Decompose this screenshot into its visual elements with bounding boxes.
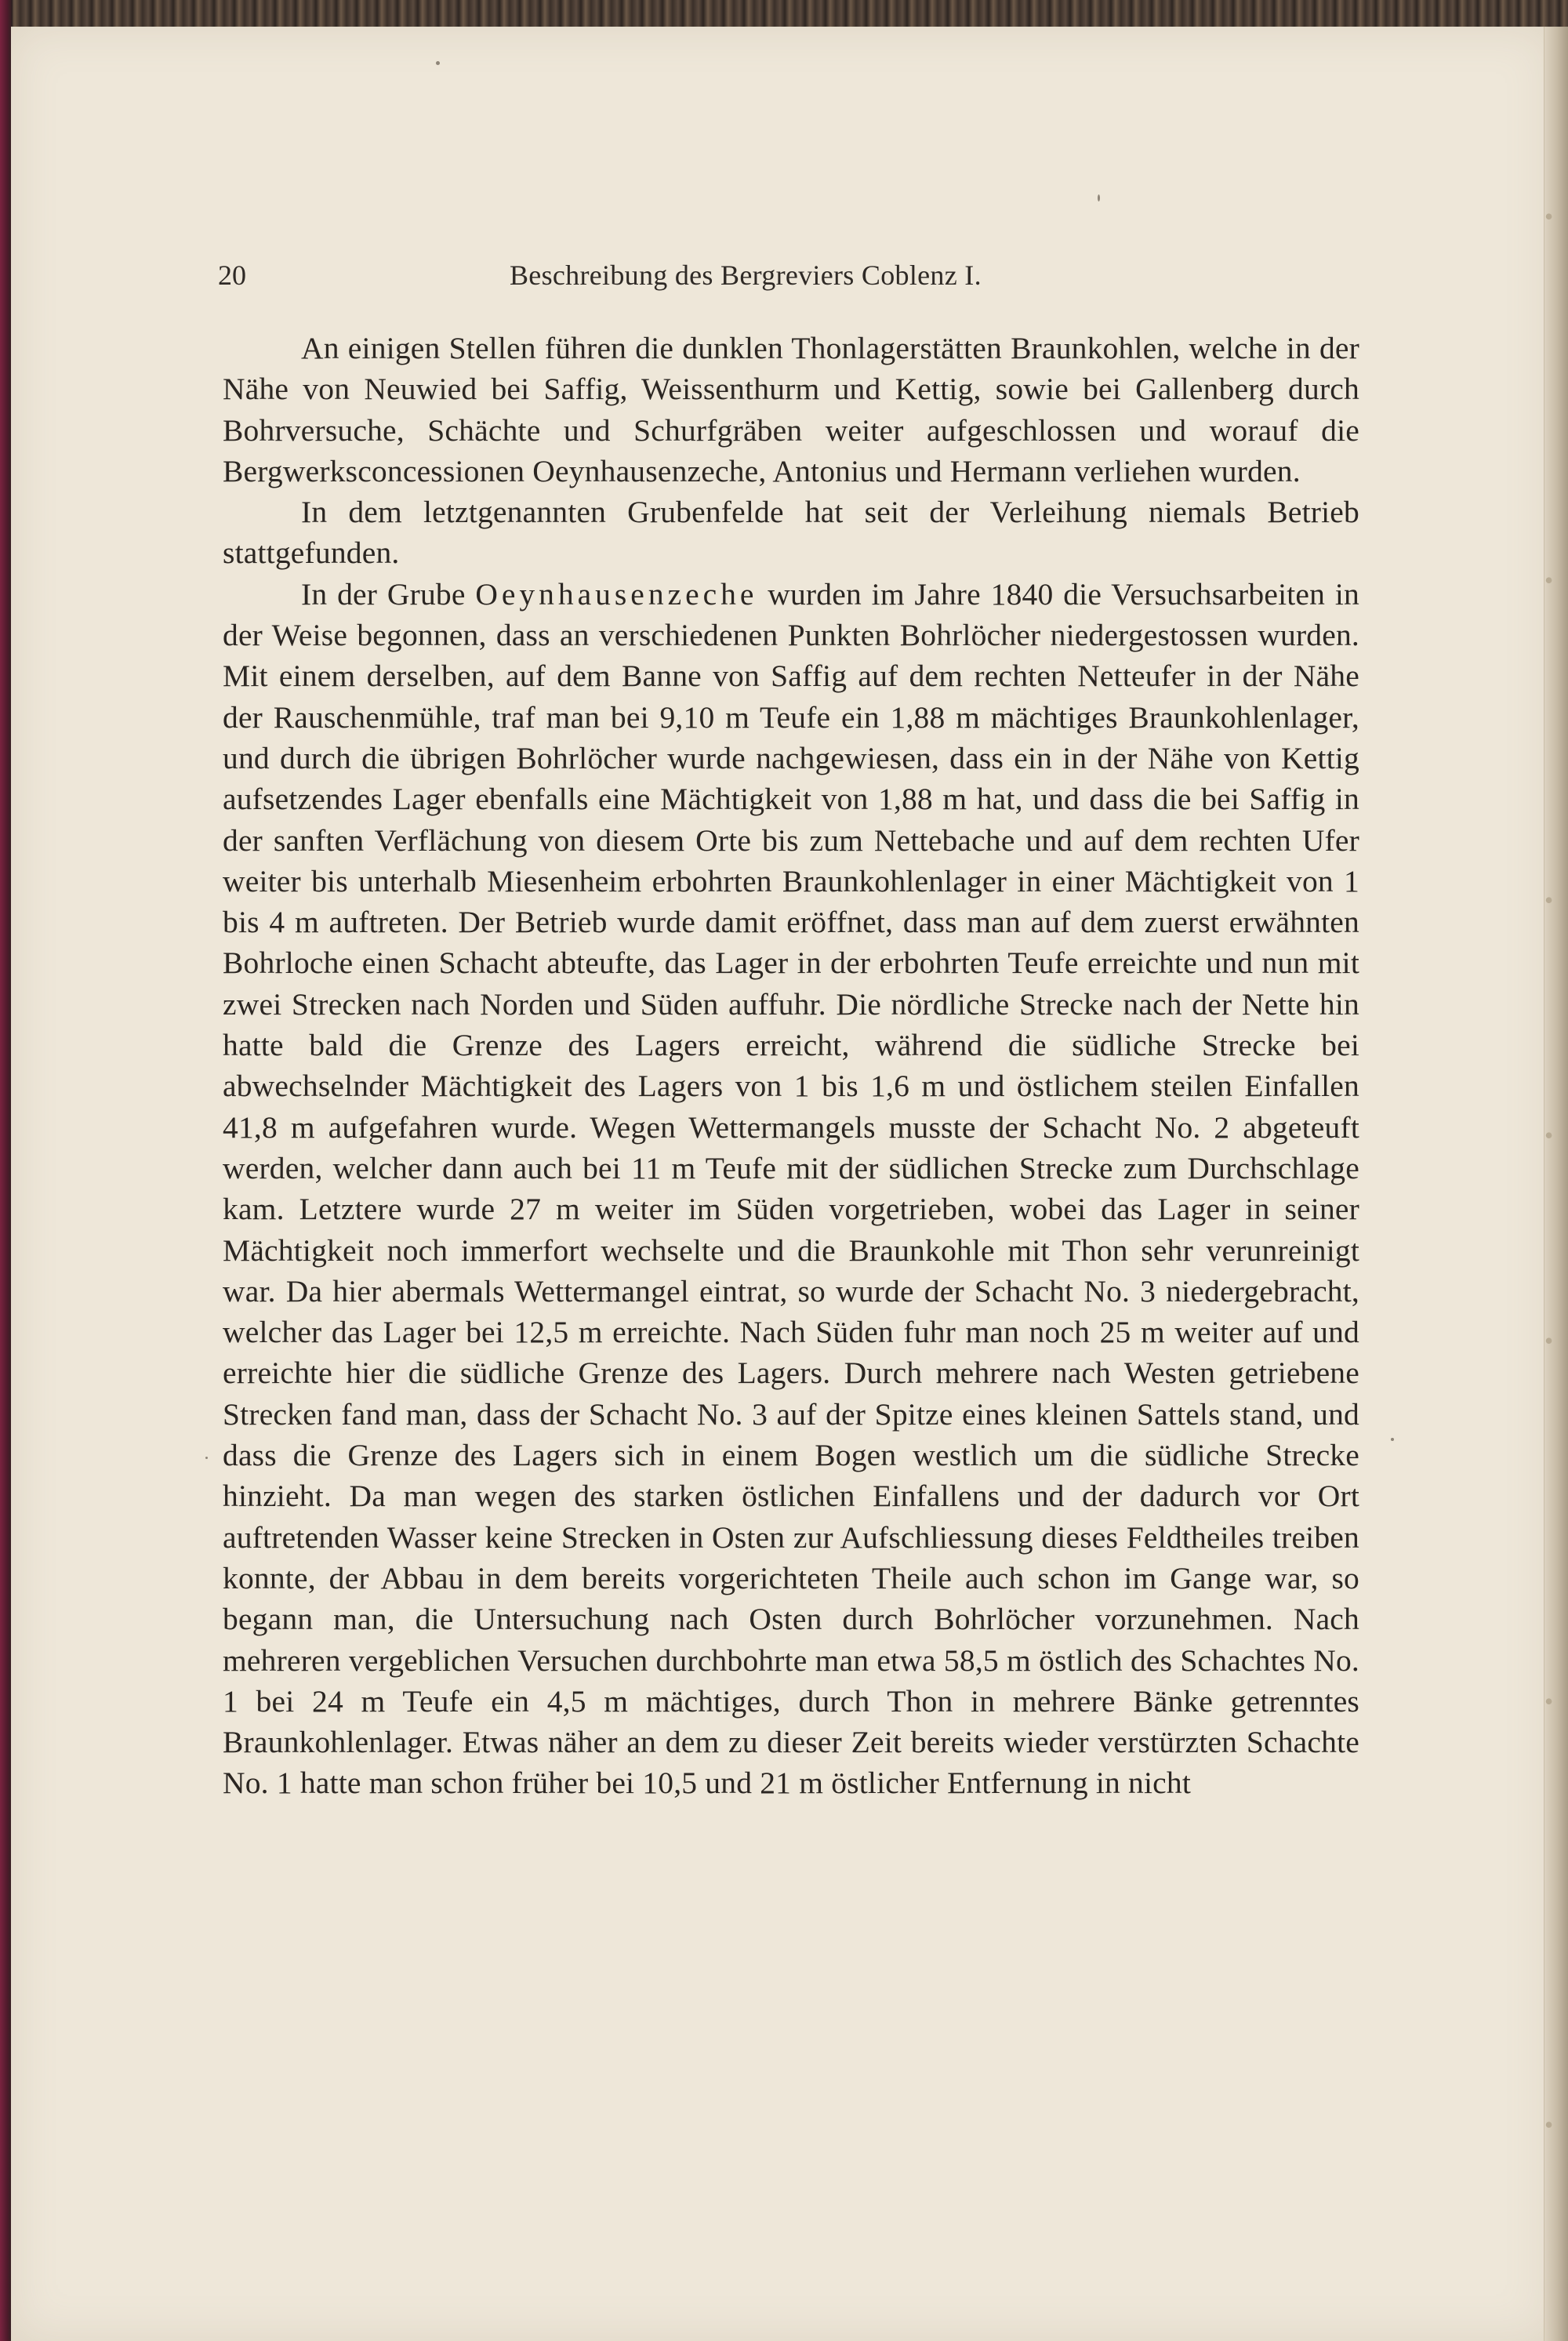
paragraph: In dem letztgenannten Grubenfelde hat seit der Verleihung niemals Betrieb stattgefunden. — [223, 495, 1359, 571]
paragraph-text: wurden im Jahre 1840 die Versuchsarbeiten in der Weise begonnen, dass an verschiedenen Punkten Bohrlöcher niedergestossen wurden. Mit einem derselben, auf dem Banne von Saffig auf dem rechten Netteufer in der Nähe der Rauschenmühle, traf man bei 9,10 m Teufe ein 1,88 m mächtiges Braunkohlenlager, und durch die übrigen Bohrlöcher wurde nachgewiesen, dass ein in der Nähe von Kettig aufsetzendes Lager ebenfalls eine Mächtigkeit von 1,88 m hat, und dass die bei Saffig in der sanften Verflächung von diesem Orte bis zum Nettebache und auf dem rechten Ufer weiter bis unterhalb Miesenheim erbohrten Braunkohlenlager in einer Mächtigkeit von 1 bis 4 m auftreten. Der Betrieb wurde damit eröffnet, dass man auf dem zuerst erwähnten Bohrloche einen Schacht abteufte, das Lager in der erbohrten Teufe erreichte und nun mit zwei Strecken nach Norden und Süden auffuhr. Die nördliche Strecke nach der Nette hin hatte bald die Grenze des Lagers erreicht, während die südliche Strecke bei abwechselnder Mächtigkeit des Lagers von 1 bis 1,6 m und östlichem steilen Einfallen 41,8 m aufgefahren wurde. Wegen Wettermangels musste der Schacht No. 2 abgeteuft werden, welcher dann auch bei 11 m Teufe mit der südlichen Strecke zum Durchschlage kam. Letztere wurde 27 m weiter im Süden vorgetrieben, wobei das Lager in seiner Mächtigkeit noch immerfort wechselte und die Braunkohle mit Thon sehr verunreinigt war. Da hier abermals Wettermangel eintrat, so wurde der Schacht No. 3 niedergebracht, welcher das Lager bei 12,5 m erreichte. Nach Süden fuhr man noch 25 m weiter auf und erreichte hier die südliche Grenze des Lagers. Durch mehrere nach Westen getriebene Strecken fand man, dass der Schacht No. 3 auf der Spitze eines kleinen Sattels stand, und dass die Grenze des Lagers sich in einem Bogen westlich um die südliche Strecke hinzieht. Da man wegen des starken östlichen Einfallens und der dadurch vor Ort auftretenden Wasser keine Strecken in Osten zur Aufschliessung dieses Feldtheiles treiben konnte, der Abbau in dem bereits vorgerichteten Theile auch schon im Gange war, so begann man, die Untersuchung nach Osten durch Bohrlöcher vorzunehmen. Nach mehreren vergeblichen Versuchen durchbohrte man etwa 58,5 m östlich des Schachtes No. 1 bei 24 m Teufe ein 4,5 m mächtiges, durch Thon in mehrere Bänke getrenntes Braunkohlenlager. Etwas näher an dem zu dieser Zeit bereits wieder verstürzten Schachte No. 1 hatte man schon früher bei 10,5 und 21 m östlicher Entfernung in nicht — [223, 576, 1359, 1801]
paragraph — [223, 574, 1359, 1804]
page-number: 20 — [218, 260, 246, 291]
edge-mark: • — [1544, 202, 1554, 230]
page-header — [0, 259, 1568, 298]
edge-mark: • — [1544, 1687, 1554, 1715]
edge-mark: • — [1544, 886, 1554, 914]
paper-speck — [1098, 194, 1100, 201]
edge-mark: • — [1544, 2111, 1554, 2139]
edge-mark: • — [1544, 1121, 1554, 1149]
edge-mark: • — [1544, 566, 1554, 594]
running-title: Beschreibung des Bergreviers Coblenz I. — [510, 260, 982, 291]
edge-mark: • — [1544, 1327, 1554, 1355]
paragraph-text: In der Grube — [301, 576, 476, 612]
mine-name-emphasis: Oeynhausenzeche — [475, 576, 758, 612]
paper-speck — [436, 61, 440, 65]
body-text — [223, 328, 1359, 1804]
paper-speck — [205, 1457, 208, 1459]
paragraph: An einigen Stellen führen die dunklen Thonlagerstätten Braunkohlen, welche in der Nähe von Neuwied bei Saffig, Weissenthurm und Kettig, sowie bei Gallenberg durch Bohrversuche, Schächte und Schurfgräben weiter aufgeschlossen und worauf die Bergwerksconcessionen Oeynhausenzeche, Antonius und Hermann verliehen wurden. — [223, 331, 1359, 488]
paper-speck — [1391, 1438, 1394, 1441]
page-right-edge — [1544, 27, 1568, 2341]
